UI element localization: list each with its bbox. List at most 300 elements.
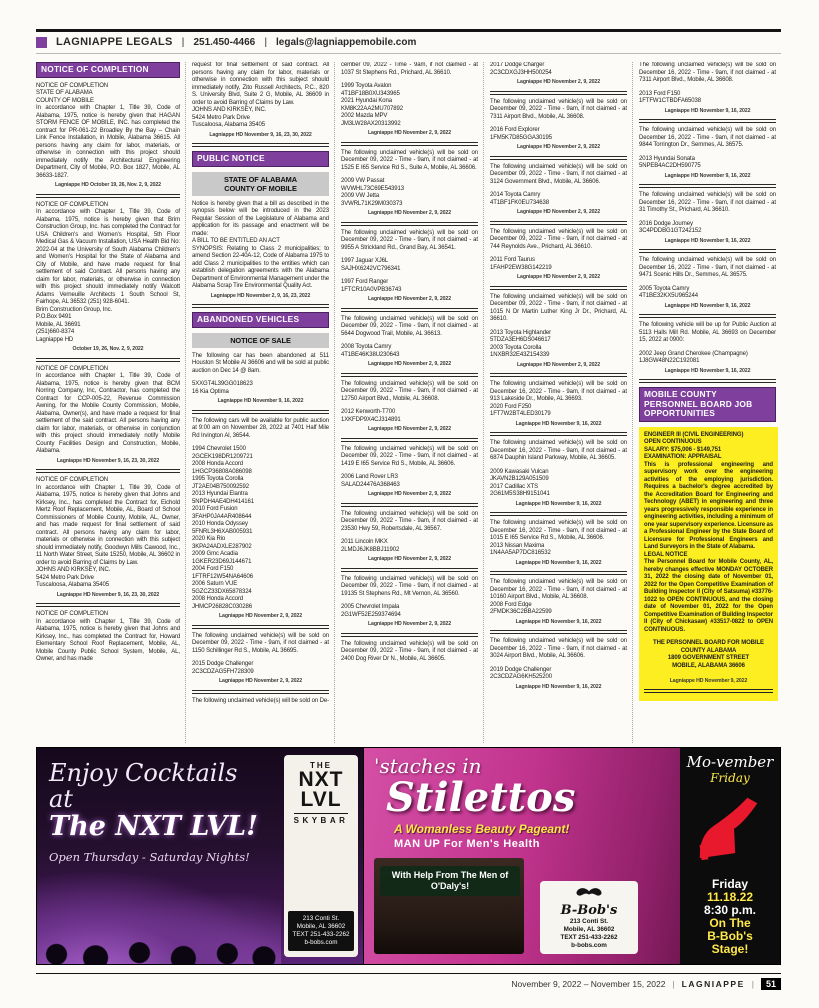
notice-line: 1NXBR32E43Z154339 bbox=[490, 352, 550, 358]
masthead-divider: | bbox=[181, 36, 185, 48]
crowd-silhouettes bbox=[37, 934, 281, 965]
notice-line: 5424 Metro Park Drive bbox=[36, 574, 94, 581]
notice-line: 2015 Dodge Challenger bbox=[192, 661, 254, 668]
event-place: B-Bob's bbox=[707, 929, 753, 943]
notice-line: NOTICE OF COMPLETION bbox=[36, 611, 109, 618]
legal-notice bbox=[639, 322, 776, 375]
legal-notice bbox=[490, 579, 627, 626]
inner-rule bbox=[644, 689, 773, 693]
notice-tagline: Lagniappe HD November 2, 9, 2022 bbox=[218, 613, 302, 620]
notice-line: 2013 Hyundai Sonata bbox=[639, 155, 695, 162]
notice-tagline: Lagniappe HD November 2, 9, 2022 bbox=[367, 426, 451, 432]
notice-line: 3C4PDDBG1GT242152 bbox=[639, 228, 702, 234]
notice-line: 2C3CDZAG5FH728309 bbox=[192, 668, 254, 675]
notice-line: 2005 Toyota Camry bbox=[639, 285, 690, 292]
notice-line: 1FT7W2BT4LED30179 bbox=[490, 411, 551, 417]
rule-separator bbox=[639, 119, 776, 123]
legal-notice bbox=[490, 229, 627, 282]
rule-separator bbox=[341, 633, 478, 637]
notice-line: 2006 Saturn VUE bbox=[192, 581, 238, 588]
masthead bbox=[36, 29, 781, 54]
rule-separator bbox=[341, 142, 478, 146]
notice-paragraph: In accordance with Chapter 1, Title 39, Code of Alabama, 1975, notice is hereby given that HAGAN STORM FENCE OF MOBILE, INC. has completed the contract for PR-061-22 Broadley By the Bay – Chain Link Fence Installation, in Mobile, Alabama 36615. All persons having any claim for labor, materials, or otherwise in connection with this project should immediately notify the Architectural Engineering Department, City of Mobile, P.O. Box 1827, Mobile, AL 36633-1827. bbox=[36, 105, 180, 179]
subheader-line: COUNTY OF MOBILE bbox=[224, 183, 297, 193]
notice-tagline: Lagniappe HD November 9, 16, 23, 30, 2022 bbox=[56, 457, 160, 464]
notice-line: 2C3CDXGJ3HH500254 bbox=[490, 69, 552, 76]
notice-paragraph: The following unclaimed vehicle(s) will be sold on December 09, 2022 - Time - 9am, if not claimed - at 1525 E I65 Service Rd S., Suite A, Mobile, AL 36606. bbox=[341, 149, 478, 171]
notice-tagline: Lagniappe HD November 2, 9, 2022 bbox=[367, 296, 451, 302]
notice-line: 2003 Toyota Corolla bbox=[490, 344, 542, 351]
notice-line: 2013 Toyota Highlander bbox=[490, 329, 552, 336]
notice-line: 1N4AA5AP7DC816532 bbox=[490, 550, 551, 556]
legal-notice bbox=[341, 316, 478, 369]
notice-tagline: Lagniappe HD November 2, 9, 16, 23, 2022 bbox=[210, 292, 311, 299]
notice-line: 2002 Mazda MPV bbox=[341, 113, 388, 119]
notice-paragraph: The Personnel Board for Mobile County, AL, hereby changes effective MONDAY OCTOBER 31, 2022 the closing date of November 01, 2022 for the Open Competitive Examination of Building Inspector II (City of Satsuma) #33776-1022 to OPEN CONTINUOUS, and the closing date of November 01, 2022 for the Open Competitive Examination of Building Inspector II (City of Chickasaw) #33517-0822 to OPEN CONTINUOUS. bbox=[644, 559, 773, 633]
legal-notice bbox=[490, 440, 627, 508]
notice-line: 1FAHP2EW38G142219 bbox=[490, 264, 552, 271]
notice-paragraph: The following car has been abandoned at 511 Houston St Mobile Al 36606 and will be sold at public auction on Dec 14 @ 8am. bbox=[192, 352, 329, 374]
notice-line: LEGAL NOTICE bbox=[644, 551, 688, 558]
notice-paragraph: The following unclaimed vehicle(s) will be sold on December 09, 2022 - Time - 9am, if not claimed - at 23530 Hwy 59, Robertsdale, AL 36567. bbox=[341, 510, 478, 532]
ad-headline: The NXT LVL! bbox=[49, 811, 258, 842]
notice-line: 5NPDH4AE4DH414161 bbox=[192, 498, 255, 505]
legal-notice bbox=[490, 164, 627, 217]
masthead-divider: | bbox=[264, 36, 268, 48]
notice-paragraph: The following unclaimed vehicle(s) will be sold on December 09, 2022 - Time - 9am, if not claimed - at 7311 Airport Blvd., Mobile, AL 36608. bbox=[490, 98, 627, 120]
notice-line: NOTICE OF COMPLETION bbox=[36, 82, 109, 89]
notice-line: JHMCP26828C030286 bbox=[192, 603, 253, 610]
venue-text-number: TEXT 251-433-2262 bbox=[560, 934, 618, 941]
notice-line: 2014 Toyota Camry bbox=[490, 192, 541, 198]
notice-paragraph: The following unclaimed vehicle(s) will be sold on December 09, 2022 - Time - 9am, if not claimed - at 1150 Schillinger Rd S., Mobile, AL 36695. bbox=[192, 632, 329, 654]
notice-subheader bbox=[192, 333, 329, 348]
section-header: ABANDONED VEHICLES bbox=[192, 312, 329, 328]
notice-line: NOTICE OF COMPLETION bbox=[36, 365, 109, 372]
notice-line: 2013 Nissan Maxima bbox=[490, 542, 545, 549]
rule-separator bbox=[639, 184, 776, 188]
notice-paragraph: The following cars will be available for public auction at 9:00 am on November 28, 2022 at 7401 Half Mile Rd Irvington Al, 36544. bbox=[192, 417, 329, 439]
notice-line: SAJHX6242VC796341 bbox=[341, 265, 401, 272]
rule-separator bbox=[192, 625, 329, 629]
notice-line: 2017 Cadillac XTS bbox=[490, 483, 538, 490]
logo-text: LVL bbox=[300, 788, 342, 811]
movember-label: Friday bbox=[710, 771, 750, 785]
legal-notice-columns bbox=[36, 62, 781, 743]
venue-city: Mobile, AL 36602 bbox=[296, 923, 346, 930]
legal-notice bbox=[341, 150, 478, 218]
rule-separator bbox=[490, 432, 627, 436]
masthead-bottom-rule bbox=[36, 53, 781, 54]
notice-line: 2FMDK36C2BBA22599 bbox=[490, 609, 552, 615]
notice-line: Brim Construction Group, Inc. bbox=[36, 306, 113, 313]
notice-paragraph: The following unclaimed vehicle(s) will be sold on December 09, 2022 - Time - 9am, if not claimed - at 3124 Government Blvd., Mobile, AL 36606. bbox=[490, 163, 627, 185]
notice-line: 5TDZA3EH6DS046617 bbox=[490, 337, 551, 343]
notice-line: 1FTRF12W54NA64606 bbox=[192, 573, 253, 580]
column-5 bbox=[632, 62, 781, 743]
column-3 bbox=[334, 62, 483, 743]
footer-divider: | bbox=[751, 979, 754, 989]
rule-separator bbox=[490, 221, 627, 225]
rule-separator bbox=[639, 379, 776, 383]
notice-tagline: Lagniappe HD November 2, 9, 2022 bbox=[516, 274, 600, 280]
notice-paragraph: The following vehicle will be up for Public Auction at 5113 Halls Mill Rd. Mobile, AL 36693 on December 15, 2022 at 0900: bbox=[639, 322, 776, 343]
rule-separator bbox=[192, 410, 329, 414]
notice-line: 2005 Chevrolet Impala bbox=[341, 604, 400, 610]
notice-line: 2G61M5S38H9151041 bbox=[490, 491, 550, 497]
notice-line: 1J8GW48N22C192081 bbox=[639, 358, 700, 364]
rule-separator bbox=[36, 358, 180, 362]
notice-paragraph: The following unclaimed vehicle(s) will be sold on December 16, 2022 - Time - 9am, if not claimed - at 913 Lakeside Dr., Mobile, AL 36693. bbox=[490, 381, 627, 402]
legal-notice bbox=[192, 62, 329, 139]
notice-line: NOTICE OF COMPLETION bbox=[36, 201, 109, 208]
notice-paragraph: The following unclaimed vehicle(s) will be sold on December 09, 2022 - Time - 9am, if not claimed - at 5644 Dogwood Trail, Mobile, AL 36613. bbox=[341, 315, 478, 337]
subheader-line: NOTICE OF SALE bbox=[230, 335, 291, 345]
rule-separator bbox=[490, 156, 627, 160]
notice-paragraph: The following unclaimed vehicle(s) will be sold on December 09, 2022 - Time - 9am, if not claimed - at 1419 E I65 Service Rd S., Mobile, AL 36606. bbox=[341, 445, 478, 467]
notice-paragraph: This is professional engineering and supervisory work over the engineering activities of the employing jurisdiction. Requires a bachelor's degree accredited by the Accreditation Board for Engineering and Technology (ABET) in engineering and three years progressively responsible experience in engineering activities, including a minimum of one year supervisory experience. Licensure as a Professional Engineer by the State Board of Licensure for Professional Engineers and Land Surveyors in the State of Alabama. bbox=[644, 461, 773, 551]
paper-brand: LAGNIAPPE bbox=[681, 979, 745, 989]
notice-line: 1XKFDP9X4CJ314891 bbox=[341, 416, 401, 423]
notice-centered-line: 1809 GOVERNMENT STREET bbox=[667, 655, 750, 662]
rule-separator bbox=[490, 91, 627, 95]
notice-line: 5424 Metro Park Drive bbox=[192, 114, 250, 121]
section-header: PUBLIC NOTICE bbox=[192, 151, 329, 167]
notice-line: 2012 Kenworth-T700 bbox=[341, 409, 396, 415]
notice-paragraph: The following unclaimed vehicle(s) will be sold on December 16, 2022 - Time - 9am, if not claimed - at 6874 Dauphin Island Parkway, Mobile, AL 36605. bbox=[490, 440, 627, 461]
notice-line: 2006 Land Rover LR3 bbox=[341, 474, 398, 480]
venue-name: B-Bob's bbox=[560, 903, 618, 918]
rule-separator bbox=[490, 571, 627, 575]
notice-line: SALARY: $75,006 - $149,751 bbox=[644, 446, 722, 453]
notice-line: 2010 Ford Fusion bbox=[192, 506, 238, 513]
notice-line: 4T1BF1FK0EU734638 bbox=[490, 199, 550, 206]
notice-line: COUNTY OF MOBILE bbox=[36, 97, 94, 104]
notice-line: 5NPEB4AC2DH590775 bbox=[639, 163, 701, 169]
notice-tagline: Lagniappe HD November 2, 9, 2022 bbox=[516, 79, 600, 85]
notice-line: SALAD24476A368463 bbox=[341, 481, 400, 488]
rule-separator bbox=[490, 373, 627, 377]
notice-paragraph: The following unclaimed vehicle(s) will be sold on December 09, 2022 - Time - 9am, if not claimed - at 9955 A Strickland Rd., Grand Bay, AL 36541. bbox=[341, 229, 478, 251]
notice-line: 2009 VW Jetta bbox=[341, 193, 380, 199]
skybar-logo-panel bbox=[284, 755, 358, 957]
notice-line: 2002 Jeep Grand Cherokee (Champagne) bbox=[639, 350, 748, 357]
nxt-lvl-skybar-ad bbox=[36, 747, 364, 965]
notice-centered-line: THE PERSONNEL BOARD FOR MOBILE COUNTY ALABAMA bbox=[653, 640, 764, 654]
notice-line: (251)660-8374 bbox=[36, 329, 75, 336]
notice-line: 2008 Toyota Camry bbox=[341, 344, 392, 350]
logo-text: THE bbox=[310, 761, 332, 770]
notice-tagline: Lagniappe HD November 9, 16, 2022 bbox=[515, 618, 602, 625]
legal-notice bbox=[490, 294, 627, 370]
notice-paragraph: The following unclaimed vehicle(s) will be sold on December 16, 2022 - Time - 9am, if not claimed - at 10160 Airport Blvd., Mobile, AL 36608. bbox=[490, 579, 627, 600]
legal-notice bbox=[341, 641, 478, 664]
notice-line: 2013 Hyundai Elantra bbox=[192, 491, 248, 498]
notice-line: 1FTFW1CTBDFA65038 bbox=[639, 98, 701, 104]
notice-line: 1995 Toyota Corolla bbox=[192, 476, 244, 483]
notice-paragraph: The following unclaimed vehicle(s) will be sold on De- bbox=[192, 697, 329, 704]
venue-address: 213 Conti St. bbox=[302, 915, 340, 922]
notice-line: 2C3CDZAG6KH525200 bbox=[490, 674, 553, 680]
notice-line: 1997 Jaguar XJ6L bbox=[341, 258, 389, 264]
notice-line: JT2AE04B750092592 bbox=[192, 483, 250, 490]
notice-tagline: Lagniappe HD November 9, 16, 2022 bbox=[664, 107, 751, 114]
notice-tagline: Lagniappe HD November 2, 9, 2022 bbox=[367, 130, 451, 136]
legal-notice bbox=[639, 257, 776, 310]
notice-line: 2020 Kia Rio bbox=[192, 536, 226, 543]
legal-notice bbox=[341, 62, 478, 138]
notice-line: 2009 Kawasaki Vulcan bbox=[490, 468, 549, 475]
notice-paragraph: In accordance with Chapter 1, Title 39, Code of Alabama, 1975, notice is hereby given that BCM Norring Company, Inc, Contractor, has completed the Contract for CCP-005-22, Revenue Commission Awning, for the Mobile County Commission, Mobile, Alabama, Owner(s), and have made a request for final settlement of the said contract. All persons having any claim for labor, materials, or otherwise in conjunction with this project should immediately notify Mobile County Facilities Design and Construction, Mobile, Alabama. bbox=[36, 373, 180, 455]
logo-text: NXT bbox=[298, 768, 344, 791]
ad-subheadline: A Womanless Beauty Pageant! bbox=[394, 822, 570, 836]
section-header: MOBILE COUNTY PERSONNEL BOARD JOB OPPORTUNITIES bbox=[639, 387, 776, 422]
notice-line: Lagniappe HD bbox=[36, 336, 74, 343]
notice-line: 2008 Honda Accord bbox=[192, 596, 244, 603]
notice-centered-line: MOBILE, ALABAMA 36606 bbox=[672, 662, 745, 669]
rule-separator bbox=[490, 630, 627, 634]
legal-notice bbox=[341, 446, 478, 499]
notice-line: 1HGCP36808A086098 bbox=[192, 468, 252, 475]
rule-separator bbox=[341, 308, 478, 312]
notice-paragraph: In accordance with Chapter 1, Title 39, Code of Alabama, 1975, notice is hereby given that Brim Construction Group, Inc. has completed the Contract for USA Children's and Women's Hospital, 5th Floor Medical Gas & Vacuum Installation, USA Health Bid No: 2022-04 at the University of South Alabama Children's and Women's Hospital for the State of Alabama and City of Mobile, and have made request for final settlement of said Contract. All persons having any claim for labor, materials, or otherwise in connection with this project should immediately notify Walcott Adams Verneuille Architects 1 South School St, Fairhope, AL 36532 (251) 928-6041. bbox=[36, 209, 180, 306]
notice-tagline: Lagniappe HD November 9, 2022 bbox=[669, 678, 748, 685]
notice-tagline: Lagniappe HD November 2, 9, 2022 bbox=[367, 210, 451, 216]
venue-text-number: TEXT 251-433-2262 bbox=[292, 931, 350, 938]
notice-paragraph: The following unclaimed vehicle(s) will be sold on December 16, 2022 - Time - 9am, if not claimed - at 3024 Airport Blvd., Mobile, AL 36606. bbox=[490, 638, 627, 659]
notice-tagline: Lagniappe HD November 2, 9, 2022 bbox=[367, 621, 451, 627]
notice-line: A BILL TO BE ENTITLED AN ACT bbox=[192, 238, 280, 245]
notice-tagline: Lagniappe HD November 2, 9, 2022 bbox=[367, 556, 451, 562]
notice-line: 2010 Honda Odyssey bbox=[192, 521, 248, 528]
rule-separator bbox=[192, 304, 329, 308]
notice-subheader bbox=[192, 172, 329, 196]
notice-line: 2017 Dodge Charger bbox=[490, 62, 545, 68]
notice-line: 1999 Toyota Avalon bbox=[341, 83, 392, 89]
notice-line: 4T1BE46K38U230643 bbox=[341, 351, 400, 358]
notice-line: 2008 Honda Accord bbox=[192, 461, 244, 468]
notice-line: WVWHL73C69E543913 bbox=[341, 185, 405, 192]
rule-separator bbox=[341, 503, 478, 507]
notice-line: 4T1BE32KX5U965244 bbox=[639, 293, 699, 299]
notice-paragraph: The following unclaimed vehicle(s) will be sold on December 09, 2022 - Time - 9am, if not claimed - at 19135 St Stephens Rd., Mt Vernon, AL 36560. bbox=[341, 575, 478, 597]
notice-tagline: Lagniappe HD November 2, 9, 2022 bbox=[367, 491, 451, 497]
staches-in-stilettos-ad bbox=[364, 747, 781, 965]
high-heel-icon bbox=[688, 791, 772, 863]
ad-headline: Stilettos bbox=[386, 774, 576, 821]
venue-website: b-bobs.com bbox=[571, 942, 607, 949]
legal-notice bbox=[36, 83, 180, 190]
rule-separator bbox=[639, 314, 776, 318]
notice-line: 2013 Ford F150 bbox=[639, 90, 681, 97]
notice-line: Tuscaloosa, Alabama 35405 bbox=[192, 122, 265, 128]
legal-notice bbox=[36, 366, 180, 466]
legal-notice bbox=[341, 381, 478, 434]
ad-headline: Enjoy Cocktails at bbox=[49, 759, 238, 813]
legal-notice bbox=[639, 62, 776, 115]
notice-paragraph: The following unclaimed vehicle(s) will be sold on December 09, 2022 - Time - 9am, if not claimed - at 2400 Dog River Dr N., Mobile, AL 36605. bbox=[341, 640, 478, 662]
notice-tagline: Lagniappe HD November 9, 16, 2022 bbox=[664, 237, 751, 244]
legal-notice bbox=[36, 477, 180, 599]
notice-line: 2019 Dodge Challenger bbox=[490, 666, 552, 673]
notice-paragraph: In accordance with Chapter 1, Title 39, Code of Alabama, 1975, notice is hereby given that Johns and Kirksey, Inc., has completed the Contract for, Howard Elementary School Roof Replacement, Mobile, AL, Mobile County Public School System, Mobile, AL, Owner, and has made bbox=[36, 618, 180, 663]
movember-label: Mo-vember bbox=[686, 753, 774, 771]
legals-phone: 251.450-4466 bbox=[193, 36, 256, 48]
notice-line: 2009 Gmc Acadia bbox=[192, 551, 238, 558]
rule-separator bbox=[341, 222, 478, 226]
notice-tagline: Lagniappe HD November 9, 16, 2022 bbox=[217, 398, 304, 405]
notice-paragraph: In accordance with Chapter 1, Title 39, Code of Alabama, 1975, notice is hereby given that Johns and Kirksey, Inc., has completed the Contract for, Eichold Mertz Roof Replacement, Mobile, AL, Board of School Commissioners of Mobile County, Mobile, AL, Owner, and has made request for final settlement of said contract. All persons having any claim for labor, materials or otherwise in connection with this subject should immediately notify, Goodwyn Mills Cawood, Inc., 11 North Water Street, Suite 15250, Mobile, AL 36602 in order to avoid Barring of Claims by Law. bbox=[36, 484, 180, 566]
notice-tagline: Lagniappe HD November 9, 16, 2022 bbox=[515, 683, 602, 690]
rule-separator bbox=[192, 143, 329, 147]
notice-line: 2LMDJ6JK8BBJ11902 bbox=[341, 546, 400, 553]
notice-line: JKAVN2B129A051509 bbox=[490, 476, 549, 482]
footer-rule bbox=[36, 973, 781, 974]
notice-line: 3FAHP0JA4AR408644 bbox=[192, 513, 252, 520]
advertisement-strip bbox=[36, 747, 781, 965]
venue-city: Mobile, AL 36602 bbox=[563, 926, 615, 933]
notice-paragraph: The following unclaimed vehicle(s) will be sold on December 16, 2022 - Time - 9am, if not claimed - at 9844 Torrington Dr., Semmes, AL 36575. bbox=[639, 127, 776, 148]
spacer bbox=[644, 670, 773, 676]
notice-line: 1GKER23D69J144671 bbox=[192, 558, 252, 565]
notice-line: Mobile, AL 36691 bbox=[36, 321, 81, 328]
brand-square-icon bbox=[36, 37, 47, 48]
notice-line: OPEN CONTINUOUS bbox=[644, 439, 702, 446]
event-date: 11.18.22 bbox=[706, 890, 754, 904]
notice-tagline: Lagniappe HD November 9, 16, 2022 bbox=[515, 420, 602, 427]
notice-line: JOHNS AND KIRKSEY, INC. bbox=[192, 107, 267, 113]
notice-line: EXAMINATION: APPRAISAL bbox=[644, 454, 722, 461]
legal-notice bbox=[36, 611, 180, 664]
notice-line: 3KPA24ADXLE287902 bbox=[192, 543, 252, 550]
column-1 bbox=[36, 62, 185, 743]
legal-notice bbox=[192, 201, 329, 301]
notice-tagline: Lagniappe HD November 9, 16, 2022 bbox=[664, 302, 751, 309]
notice-line: 2016 Ford Explorer bbox=[490, 127, 540, 133]
rule-separator bbox=[36, 194, 180, 198]
notice-paragraph: The following unclaimed vehicle(s) will be sold on December 16, 2022 - Time - 9am, if not claimed - at 31 Timothy St., Prichard, AL 36610. bbox=[639, 192, 776, 213]
notice-line: ENGINEER III (CIVIL ENGINEERING) bbox=[644, 431, 744, 438]
footer-divider: | bbox=[672, 979, 675, 989]
notice-line: 2020 Ford F250 bbox=[490, 403, 532, 410]
notice-line: 2G1WF52E259374694 bbox=[341, 611, 401, 618]
notice-paragraph: The following unclaimed vehicle(s) will be sold on December 09, 2022 - Time - 9am, if not claimed - at 1015 N Dr Martin Luther King Jr Dr., Prichard, AL 36610. bbox=[490, 293, 627, 322]
venue-website: b-bobs.com bbox=[304, 939, 338, 946]
notice-line: 2008 Ford Edge bbox=[490, 601, 532, 608]
notice-tagline: Lagniappe HD November 2, 9, 2022 bbox=[516, 144, 600, 150]
issue-date-range: November 9, 2022 – November 15, 2022 bbox=[511, 979, 666, 989]
notice-paragraph: request for final settlement of said contract. All persons having any claim for labor, materials or otherwise in connection with this subject should immediately notify, Zito Russell Architects, P.C., 820 S. University Blvd, Suite 2 G, Mobile, AL 36609 in order to avoid Barring of Claims by Law. bbox=[192, 62, 329, 106]
notice-line: 2004 Ford F150 bbox=[192, 566, 234, 573]
logo-text: SKYBAR bbox=[294, 813, 349, 825]
notice-paragraph: The following unclaimed vehicle(s) will be sold on December 16, 2022 - Time - 9am, if not claimed - at 1015 E I65 Service Rd S., Mobile, AL 36606. bbox=[490, 520, 627, 541]
page-footer bbox=[36, 973, 781, 990]
legal-notice bbox=[490, 520, 627, 567]
notice-paragraph: cember 09, 2022 - Time - 9am, if not claimed - at 1037 St Stephens Rd., Prichard, AL 36610. bbox=[341, 62, 478, 76]
column-2 bbox=[185, 62, 334, 743]
notice-tagline: October 19, 26, Nov. 2, 9, 2022 bbox=[72, 346, 144, 353]
notice-tagline: Lagniappe HD November 9, 16, 2022 bbox=[664, 172, 751, 179]
notice-line: 2011 Lincoln MKX bbox=[341, 539, 388, 545]
legal-notice bbox=[639, 192, 776, 245]
notice-line: JOHNS AND KIRKSEY, INC. bbox=[36, 567, 111, 574]
notice-tagline: Lagniappe HD November 9, 16, 23, 30, 2022 bbox=[209, 131, 312, 138]
mustache-icon bbox=[572, 887, 606, 898]
notice-line: 2016 Dodge Journey bbox=[639, 220, 693, 227]
notice-tagline: Lagniappe HD November 2, 9, 2022 bbox=[218, 678, 302, 685]
rule-separator bbox=[490, 512, 627, 516]
rule-separator bbox=[341, 568, 478, 572]
event-day: Friday bbox=[711, 877, 748, 891]
notice-line: 4T1BF18B0XU343965 bbox=[341, 90, 400, 97]
rule-separator bbox=[36, 469, 180, 473]
legal-notice bbox=[490, 99, 627, 152]
notice-paragraph: The following unclaimed vehicle(s) will be sold on December 09, 2022 - Time - 9am, if not claimed - at 744 Reynolds Ave., Prichard, AL 36610. bbox=[490, 228, 627, 250]
notice-line: 2GCEK198DR1209721 bbox=[192, 453, 253, 460]
notice-line: 16 Kia Optima bbox=[192, 388, 229, 395]
notice-line: P.O.Box 9491 bbox=[36, 314, 72, 321]
notice-paragraph: The following unclaimed vehicle(s) will be sold on December 16, 2022 - Time - 9am, if not claimed - at 9471 Scenic Hills Dr., Semmes, AL 36575. bbox=[639, 257, 776, 278]
notice-tagline: Lagniappe HD October 19, 26, Nov. 2, 9, 2022 bbox=[55, 182, 161, 189]
notice-line: STATE OF ALABAMA bbox=[36, 90, 93, 97]
notice-line: 1994 Chevrolet 1500 bbox=[192, 446, 246, 453]
notice-tagline: Lagniappe HD November 9, 16, 23, 30, 2022 bbox=[56, 591, 160, 598]
notice-paragraph: The following unclaimed vehicle(s) will be sold on December 09, 2022 - Time - 9am, if not claimed - at 12750 Airport Blvd., Mobile, AL 36608. bbox=[341, 380, 478, 402]
ad-tagline: MAN UP For Men's Health bbox=[394, 838, 540, 850]
notice-line: 5XXGT4L39GG018623 bbox=[192, 381, 253, 388]
rule-separator bbox=[341, 373, 478, 377]
legal-notice bbox=[192, 698, 329, 706]
rule-separator bbox=[490, 286, 627, 290]
notice-line: 3VWRL71K29M030373 bbox=[341, 200, 403, 207]
notice-line: 5GZCZ33DX65878324 bbox=[192, 588, 252, 595]
notice-tagline: Lagniappe HD November 2, 9, 2022 bbox=[516, 361, 600, 368]
rule-separator bbox=[639, 249, 776, 253]
legal-notice bbox=[490, 62, 627, 87]
stage-info-panel bbox=[680, 748, 780, 964]
legal-notice bbox=[639, 127, 776, 180]
notice-line: NOTICE OF COMPLETION bbox=[36, 477, 109, 484]
notice-line: 1997 Ford Ranger bbox=[341, 279, 389, 285]
ad-help-banner: With Help From The Men of O'Daly's! bbox=[380, 866, 520, 896]
notice-line: 2011 Ford Taurus bbox=[490, 257, 535, 263]
legal-notice bbox=[36, 202, 180, 354]
notice-tagline: Lagniappe HD November 9, 16, 2022 bbox=[515, 559, 602, 566]
venue-address: 213 Conti St. bbox=[569, 918, 609, 925]
ad-headline: 'staches in bbox=[374, 754, 482, 778]
legal-notice bbox=[490, 638, 627, 691]
notice-line: 1FM5K7D85GGA30195 bbox=[490, 134, 553, 141]
legal-notice bbox=[341, 576, 478, 629]
legal-notice bbox=[490, 381, 627, 428]
page-number: 51 bbox=[761, 978, 781, 990]
notice-line: 2009 VW Passat bbox=[341, 178, 385, 184]
notice-paragraph: SYNOPSIS: Relating to Class 2 municipalities; to amend Section 22-40A-12, Code of Alabama 1975 to add Class 2 municipalities to the entities which can establish delegation agreements with the Alabama Department of Environmental Management under the Alabama Scrap Tire Environmental Quality Act. bbox=[192, 245, 329, 290]
notice-tagline: Lagniappe HD November 9, 16, 2022 bbox=[664, 367, 751, 374]
legals-email: legals@lagniappemobile.com bbox=[276, 36, 417, 48]
event-place: On The bbox=[709, 916, 751, 930]
notice-line: Tuscaloosa, Alabama 35405 bbox=[36, 582, 109, 589]
venue-contact-block bbox=[288, 911, 354, 951]
rule-separator bbox=[341, 438, 478, 442]
legal-notice bbox=[192, 418, 329, 621]
rule-separator bbox=[192, 690, 329, 694]
notice-tagline: Lagniappe HD November 2, 9, 2022 bbox=[516, 209, 600, 215]
event-time: 8:30 p.m. bbox=[703, 903, 757, 917]
rule-separator bbox=[36, 603, 180, 607]
notice-line: JM3LW28AX20313992 bbox=[341, 120, 401, 127]
notice-line: KM8K22AA2MU707892 bbox=[341, 105, 404, 112]
